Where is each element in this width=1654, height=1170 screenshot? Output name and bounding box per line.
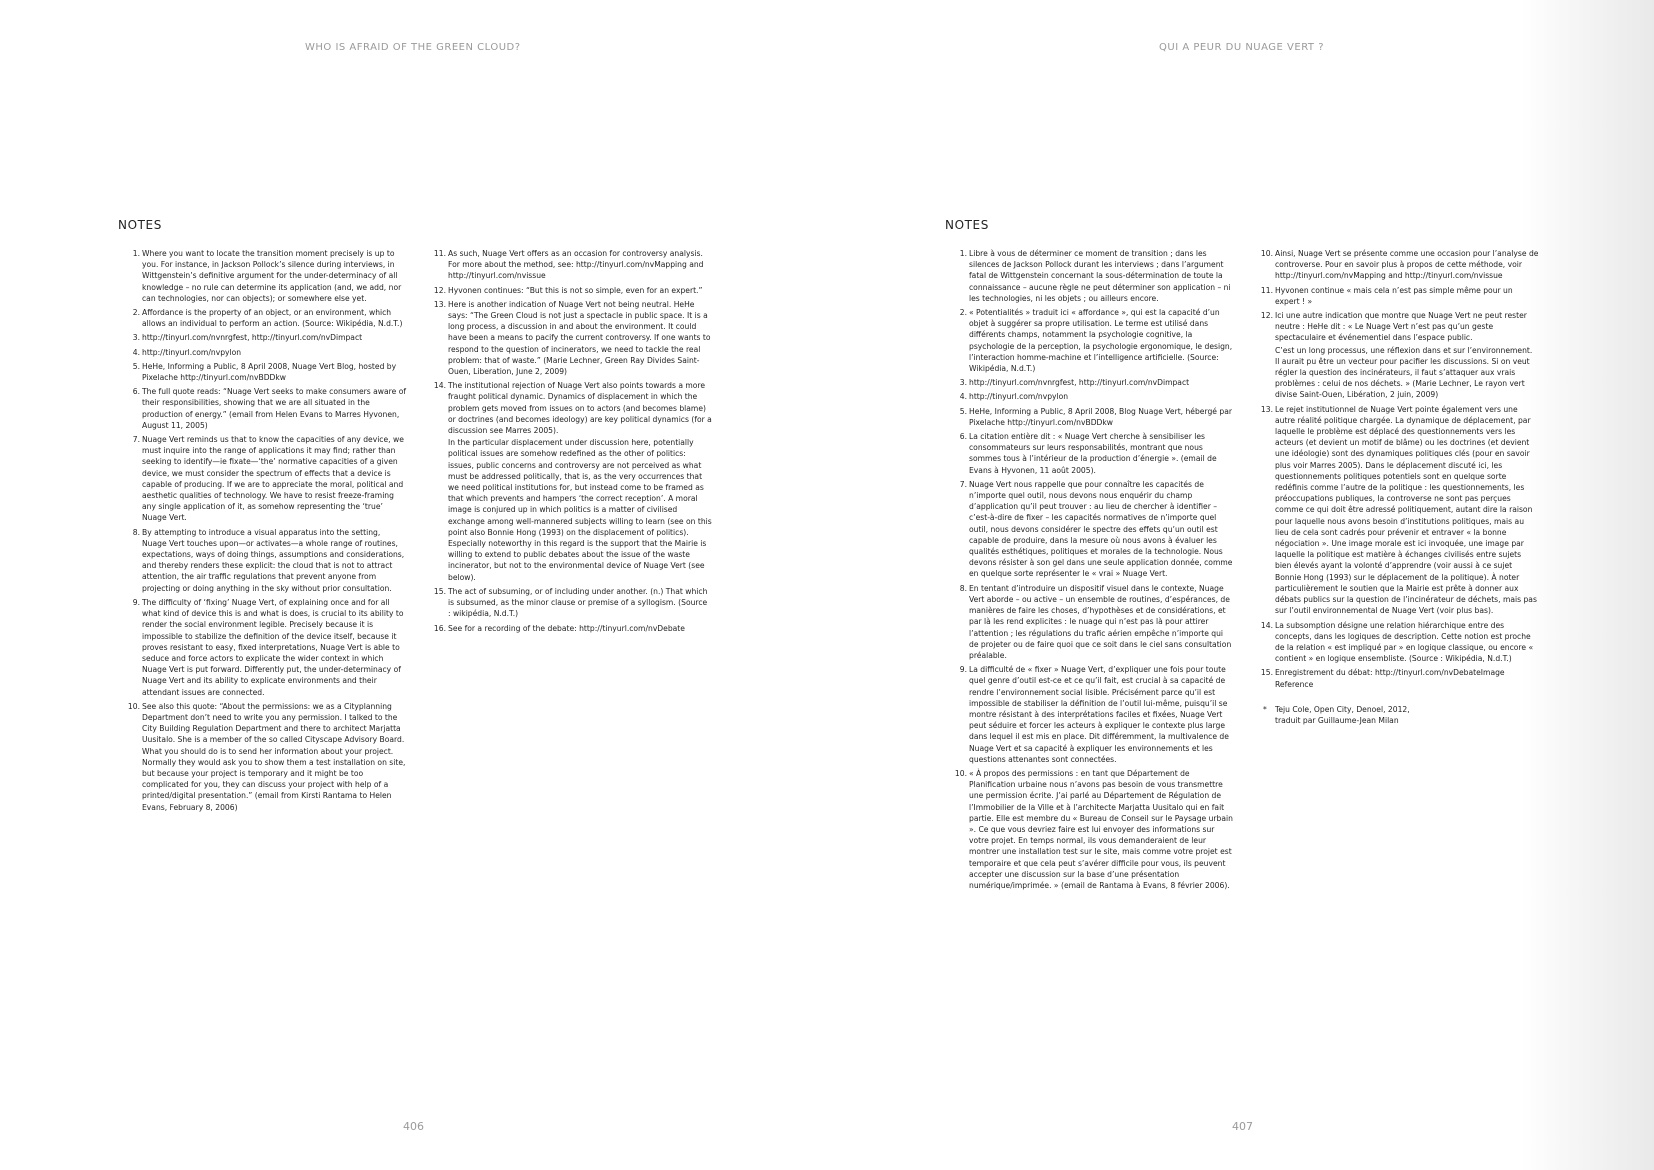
note-text: As such, Nuage Vert offers as an occasion for controversy analysis. For more about the method, see: http://tinyurl.com/nvMapping and http://tinyurl.com/nvissue xyxy=(448,249,704,281)
note-number: 10 . xyxy=(126,701,140,712)
note-number: 4 . xyxy=(126,347,140,358)
note-number: 11 . xyxy=(432,248,446,259)
note-link: http://tinyurl.com/nvnrgfest, http://tinyurl.com/nvDimpact xyxy=(142,333,363,343)
note-item xyxy=(126,347,406,358)
note-item xyxy=(1259,310,1539,401)
note-item xyxy=(953,479,1233,580)
note-text: En tentant d’introduire un dispositif visuel dans le contexte, Nuage Vert aborde – ou active – un ensemble de routines, d’espérances, de manières de faire les choses, d’hypothèses et de considérations, et par là les rend explicites : le nuage qui n’est pas là pour attirer l’attention ; les régulations du trafic aérien empêche n’importe qui de projeter ou de faire quoi que ce soit dans le ciel sans consultation préalable. xyxy=(969,583,1232,660)
note-item xyxy=(432,285,712,296)
note-number: 4 . xyxy=(953,391,967,402)
note-item xyxy=(953,664,1233,765)
note-text: Nuage Vert nous rappelle que pour connaître les capacités de n’importe quel outil, nous devons nous enquérir du champ d’application qu’il peut trouver : au lieu de chercher à identifier – c’est-à-dire de fixer – les capacités normatives de n’importe quel outil, nous devons considérer le spectre des effets qu’un outil est capable de produire, dans la mesure où nous avons à évaluer les qualités esthétiques, politiques et morales de la technologie. Nous devons résister à son gel dans une seule application donnée, comme en quelque sorte représenter le « vrai » Nuage Vert. xyxy=(969,479,1233,579)
footnote-line: Teju Cole, Open City, Denoel, 2012, xyxy=(1275,704,1410,714)
note-item xyxy=(432,380,712,583)
note-number: 3 . xyxy=(953,377,967,388)
note-number: 9 . xyxy=(953,664,967,675)
note-text: « À propos des permissions : en tant que Département de Planification urbaine nous n’avons pas besoin de vous transmettre une permission écrite. J’ai parlé au Département de Régulation de l’Immobilier de la Ville et à l’architecte Marjatta Uusitalo qui en fait partie. Elle est membre du « Bureau de Conseil sur le Paysage urbain ». Ce que vous devriez faire est lui envoyer des informations sur votre projet. En temps normal, ils vous demanderaient de leur montrer une installation test sur le site, mais comme votre projet est temporaire et que cela peut s’avérer difficile pour vous, ils peuvent accepter une discussion sur la base d’une présentation numérique/imprimée. » (email de Rantama à Evans, 8 février 2006). xyxy=(969,768,1233,890)
note-item xyxy=(126,307,406,329)
note-item xyxy=(126,386,406,431)
note-item xyxy=(432,623,712,634)
notes-title: NOTES xyxy=(945,218,989,232)
notes-list xyxy=(432,248,712,634)
note-text: By attempting to introduce a visual apparatus into the setting, Nuage Vert touches upon—or activates—a whole range of routines, expectations, ways of doing things, assumptions and considerations, and thereby renders these explicit: the cloud that is not to attract attention, the air traffic regulations that prevent anyone from projecting or doing anything in the sky without prior consultation. xyxy=(142,527,405,593)
notes-column-2 xyxy=(432,248,712,637)
note-text: La difficulté de « fixer » Nuage Vert, d’expliquer une fois pour toute quel genre d’outil est-ce et ce qu’il fait, est crucial à sa capacité de rendre l’environnement social lisible. Précisément parce qu’il est impossible de stabiliser la définition de l’outil lui-même, puisqu’il se montre résistant à des interprétations faciles et fixées, Nuage Vert peut séduire et forcer les acteurs à expliquer le contexte plus large dans lequel il est mis en place. Dit différemment, la multivalence de Nuage Vert et sa capacité à expliquer les environnements et les questions attenantes sont connectées. xyxy=(969,665,1229,764)
notes-list xyxy=(126,248,406,813)
notes-list xyxy=(1259,248,1539,690)
note-link: http://tinyurl.com/nvpylon xyxy=(969,392,1069,402)
note-number: 13 . xyxy=(1259,404,1273,415)
note-text: See for a recording of the debate: http://tinyurl.com/nvDebate xyxy=(448,623,685,633)
note-text: La citation entière dit : « Nuage Vert cherche à sensibiliser les consommateurs sur leurs responsabilités, montrant que nous sommes tous à l’intérieur de la production d’énergie ». (email de Evans à Hyvonen, 11 août 2005). xyxy=(969,432,1217,475)
note-item xyxy=(953,307,1233,374)
note-item xyxy=(126,434,406,524)
note-number: 6 . xyxy=(126,386,140,397)
note-item xyxy=(1259,667,1539,689)
note-item xyxy=(953,377,1233,388)
note-item xyxy=(1259,248,1539,282)
footnote-line: traduit par Guillaume-Jean Milan xyxy=(1275,715,1399,725)
note-item xyxy=(1259,404,1539,617)
note-number: 12 . xyxy=(1259,310,1273,321)
note-text: Where you want to locate the transition moment precisely is up to you. For instance, in Jackson Pollock’s silence during interviews, in Wittgenstein’s definitive argument for the under-determinacy of all knowledge – no rule can determine its application (and, we add, nor can technologies, nor can objects); or somewhere else yet. xyxy=(142,249,402,303)
note-number: 8 . xyxy=(953,583,967,594)
note-item xyxy=(953,768,1233,891)
notes-list xyxy=(953,248,1233,891)
note-number: 5 . xyxy=(126,361,140,372)
note-text: Enregistrement du débat: http://tinyurl.com/nvDebateImage Reference xyxy=(1275,668,1505,689)
note-text: Hyvonen continues: “But this is not so simple, even for an expert.” xyxy=(448,285,703,295)
note-text: The institutional rejection of Nuage Vert also points towards a more fraught political dynamic. Dynamics of displacement in which the problem gets moved from issues on to actors (and becomes blame) or doctrines (and becomes ideology) are key political dynamics (for a discussion see Marres 2005). xyxy=(448,381,712,436)
note-item xyxy=(953,583,1233,661)
note-item xyxy=(1259,620,1539,665)
note-text: The act of subsuming, or of including under another. (n.) That which is subsumed, as the minor clause or premise of a syllogism. (Source : wikipédia, N.d.T.) xyxy=(448,586,708,619)
page-number: 407 xyxy=(1232,1120,1253,1133)
note-number: 2 . xyxy=(953,307,967,318)
note-number: 7 . xyxy=(953,479,967,490)
note-link: http://tinyurl.com/nvnrgfest, http://tinyurl.com/nvDimpact xyxy=(969,378,1190,388)
notes-column-2 xyxy=(1259,248,1539,726)
note-text: « Potentialités » traduit ici « affordance », qui est la capacité d’un objet à suggérer sa propre utilisation. Le terme est utilisé dans différents champs, notamment la psychologie cognitive, la psychologie de la perception, la psychologie ergonomique, le design, l’interaction homme-machine et l’intelligence artificielle. (Source: Wikipédia, N.d.T.) xyxy=(969,308,1233,374)
note-item xyxy=(126,332,406,343)
right-page xyxy=(827,0,1654,1170)
note-number: 15 . xyxy=(1259,667,1273,678)
note-text: HeHe, Informing a Public, 8 April 2008, Nuage Vert Blog, hosted by Pixelache http://tinyurl.com/nvBDDkw xyxy=(142,361,397,383)
note-item xyxy=(953,248,1233,304)
note-paragraph: In the particular displacement under discussion here, potentially political issues are somehow redefined as the other of politics: issues, public concerns and controversy are not perceived as what must be addressed politically, that is, as the very occurrences that we need political institutions for, but instead come to be framed as that which prevents and hampers ‘the correct reception’. A moral image is conjured up in which politics is a matter of civilised exchange among well-mannered subjects willing to learn (see on this point also Bonnie Hong (1993) on the displacement of politics). Especially noteworthy in this regard is the support that the Mairie is willing to extend to public debates about the issue of the waste incinerator, but not to the environmental device of Nuage Vert (see below). xyxy=(448,438,712,582)
note-text: Affordance is the property of an object, or an environment, which allows an individual to perform an action. (Source: Wikipédia, N.d.T.) xyxy=(142,308,403,329)
note-text: HeHe, Informing a Public, 8 April 2008, Blog Nuage Vert, hébergé par Pixelache http://tinyurl.com/nvBDDkw xyxy=(969,406,1232,427)
note-number: 10 . xyxy=(1259,248,1273,259)
footnote-mark: * xyxy=(1263,704,1267,714)
running-header: QUI A PEUR DU NUAGE VERT ? xyxy=(1159,42,1325,53)
note-item xyxy=(126,597,406,698)
note-number: 13 . xyxy=(432,299,446,310)
note-number: 11 . xyxy=(1259,285,1273,296)
note-number: 1 . xyxy=(953,248,967,259)
note-item xyxy=(126,701,406,813)
notes-column-1 xyxy=(953,248,1233,894)
translation-footnote xyxy=(1259,704,1539,726)
note-number: 1 . xyxy=(126,248,140,259)
note-item xyxy=(126,527,406,594)
note-item xyxy=(1259,285,1539,307)
note-item xyxy=(126,361,406,383)
note-number: 14 . xyxy=(432,380,446,391)
note-text: Le rejet institutionnel de Nuage Vert pointe également vers une autre réalité politique chargée. La dynamique de déplacement, par laquelle le problème est déplacé des questionnements vers les acteurs (et devient un motif de blâme) ou les doctrines (et devient une idéologie) sont des dynamiques politiques clés (pour en savoir plus voir Marres 2005). Dans le déplacement discuté ici, les questionnements politiques potentiels sont en quelque sorte redéfinis comme l’autre de la politique : les questionnements, les préoccupations publiques, la controverse ne sont pas perçues comme ce qui doit être adressé politiquement, autant dire la raison pour laquelle nous avons besoin d’institutions politiques, mais au lieu de cela sont cadrés pour prévenir et entraver « la bonne négociation ». Une image morale est ici invoquée, une image par laquelle la politique est matière à échanges civilisés entre sujets bien élevés ayant la volonté d’apprendre (voir aussi à ce sujet Bonnie Hong (1993) sur le déplacement de la politique). À noter particulièrement le soutien que la Mairie est prête à donner aux débats publics sur la question de l’incinérateur de déchets, mais pas sur l’outil environnemental de Nuage Vert (voir plus bas). xyxy=(1275,404,1537,616)
note-text: Ainsi, Nuage Vert se présente comme une occasion pour l’analyse de controverse. Pour en savoir plus à propos de cette méthode, voir http://tinyurl.com/nvMapping and http://tinyurl.com/nvissue xyxy=(1275,249,1539,281)
notes-title: NOTES xyxy=(118,218,162,232)
note-item xyxy=(953,431,1233,476)
note-number: 14 . xyxy=(1259,620,1273,631)
note-number: 3 . xyxy=(126,332,140,343)
note-link: http://tinyurl.com/nvpylon xyxy=(142,347,242,357)
note-paragraph: C’est un long processus, une réflexion dans et sur l’environnement. Il aurait pu être un vecteur pour pacifier les discussions. Si on veut régler la question des incinérateurs, il faut s’attaquer aux vrais problèmes : celui de nos déchets. » (Marie Lechner, Le rayon vert divise Saint-Ouen, Libération, 2 juin, 2009) xyxy=(1275,345,1533,400)
note-text: See also this quote: “About the permissions: we as a Cityplanning Department don’t need to write you any permission. I talked to the City Building Regulation Department and there to architect Marjatta Uusitalo. She is a member of the so called Cityscape Advisory Board. What you should do is to send her information about your project. Normally they would ask you to show them a test installation on site, but because your project is temporary and it might be too complicated for you, they can discuss your project with help of a printed/digital presentation.” (email from Kirsti Rantama to Helen Evans, February 8, 2006) xyxy=(142,701,406,812)
note-item xyxy=(953,391,1233,402)
note-number: 16 . xyxy=(432,623,446,634)
note-number: 15 . xyxy=(432,586,446,597)
note-text: Libre à vous de déterminer ce moment de transition ; dans les silences de Jackson Pollock durant les interviews ; dans l’argument fatal de Wittgenstein concernant la sous-détermination de toute la connaissance – aucune règle ne peut déterminer son application – ni les technologies, ni les objets ; ou ailleurs encore. xyxy=(969,249,1231,303)
note-item xyxy=(126,248,406,304)
note-number: 9 . xyxy=(126,597,140,608)
note-item xyxy=(953,406,1233,428)
note-text: La subsomption désigne une relation hiérarchique entre des concepts, dans les logiques de description. Cette notion est proche de la relation « est impliqué par » en logique classique, ou encore « contient » en logique ensembliste. (Source : Wikipédia, N.d.T.) xyxy=(1275,620,1534,664)
note-item xyxy=(432,299,712,377)
note-text: Hyvonen continue « mais cela n’est pas simple même pour un expert ! » xyxy=(1275,285,1513,306)
note-item xyxy=(432,248,712,282)
note-text: The full quote reads: “Nuage Vert seeks to make consumers aware of their responsibilities, showing that we are all situated in the production of energy.” (email from Helen Evans to Marres Hyvonen, August 11, 2005) xyxy=(142,387,407,430)
page-number: 406 xyxy=(403,1120,424,1133)
notes-column-1 xyxy=(126,248,406,816)
note-text: Here is another indication of Nuage Vert not being neutral. HeHe says: “The Green Cloud is not just a spectacle in public space. It is a long process, a discussion in and about the environment. It could have been a means to pacify the current controversy. If one wants to respond to the question of incinerators, we need to tackle the real problem: that of waste.” (Marie Lechner, Green Ray Divides Saint-Ouen, Liberation, June 2, 2009) xyxy=(448,299,711,377)
note-number: 8 . xyxy=(126,527,140,538)
note-item xyxy=(432,586,712,620)
note-text: Ici une autre indication que montre que Nuage Vert ne peut rester neutre : HeHe dit : « Le Nuage Vert n’est pas qu’un geste spectaculaire et événementiel dans l’espace public. xyxy=(1275,311,1527,343)
running-header: WHO IS AFRAID OF THE GREEN CLOUD? xyxy=(305,42,521,53)
note-number: 6 . xyxy=(953,431,967,442)
note-text: Nuage Vert reminds us that to know the capacities of any device, we must inquire into the range of applications it may find; rather than seeking to identify—ie fixate—‘the’ normative capacities of a given device, we must consider the spectrum of effects that a device is capable of producing. If we are to appreciate the moral, political and aesthetic qualities of technology. We have to resist freeze-framing any single application of it, as somehow representing the ‘true’ Nuage Vert. xyxy=(142,435,404,523)
note-number: 5 . xyxy=(953,406,967,417)
note-number: 12 . xyxy=(432,285,446,296)
note-number: 2 . xyxy=(126,307,140,318)
note-number: 7 . xyxy=(126,434,140,445)
note-number: 10 . xyxy=(953,768,967,779)
note-text: The difficulty of ‘fixing’ Nuage Vert, of explaining once and for all what kind of device this is and what is does, is crucial to its ability to render the social environment legible. Precisely because it is impossible to stabilize the definition of the device itself, because it proves resistant to easy, fixed interpretations, Nuage Vert is able to seduce and force actors to explicate the wider context in which Nuage Vert is put forward. Differently put, the under-determinacy of Nuage Vert and its ability to explicate environments and their attendant issues are connected. xyxy=(142,597,404,697)
